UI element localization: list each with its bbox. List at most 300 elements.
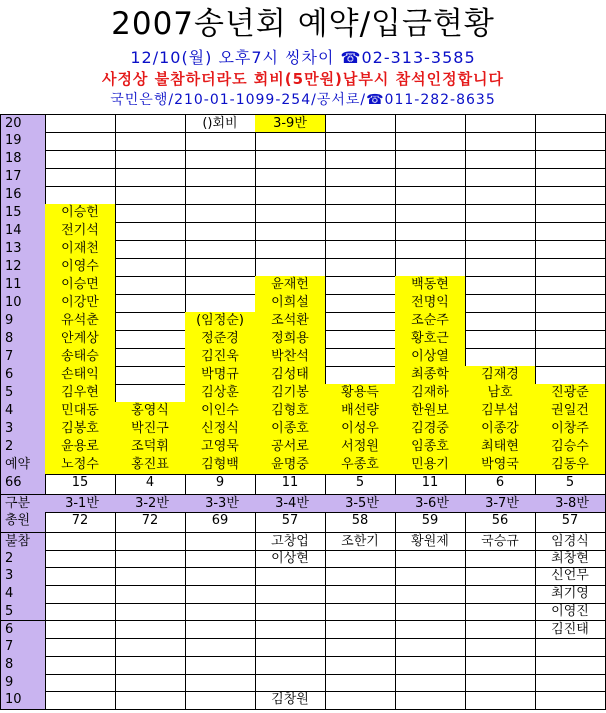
row-label[interactable]: 17 — [0, 168, 46, 187]
empty-cell[interactable] — [325, 603, 396, 622]
empty-cell[interactable] — [185, 186, 256, 205]
name-cell[interactable]: 전기석 — [45, 222, 116, 241]
empty-cell[interactable] — [325, 567, 396, 586]
absent-name-cell[interactable]: 임경식 — [535, 532, 606, 551]
absent-name-cell[interactable]: 고창업 — [255, 532, 326, 551]
row-label[interactable]: 9 — [0, 312, 46, 331]
empty-cell[interactable] — [255, 638, 326, 657]
total-reservations-label[interactable]: 66 — [0, 474, 46, 495]
empty-cell[interactable] — [325, 150, 396, 169]
empty-cell[interactable] — [535, 276, 606, 295]
empty-cell[interactable] — [535, 222, 606, 241]
row-label[interactable]: 11 — [0, 276, 46, 295]
row-label[interactable]: 18 — [0, 150, 46, 169]
empty-cell[interactable] — [185, 585, 256, 604]
class-reservation-count[interactable]: 6 — [465, 474, 536, 495]
name-cell[interactable]: 김봉호 — [45, 420, 116, 439]
row-label[interactable]: 4 — [0, 402, 46, 421]
empty-cell[interactable] — [465, 638, 536, 657]
absent-row-label[interactable]: 3 — [0, 567, 46, 586]
empty-cell[interactable] — [115, 348, 186, 367]
name-cell[interactable]: 이성우 — [325, 420, 396, 439]
row-label[interactable]: 2 — [0, 438, 46, 457]
empty-cell[interactable] — [465, 132, 536, 151]
empty-cell[interactable] — [395, 168, 466, 187]
empty-cell[interactable] — [465, 168, 536, 187]
empty-cell[interactable] — [395, 114, 466, 133]
empty-cell[interactable] — [395, 638, 466, 657]
name-cell[interactable]: 조석환 — [255, 312, 326, 331]
name-cell[interactable]: 신정식 — [185, 420, 256, 439]
row-label[interactable]: 6 — [0, 366, 46, 385]
class-total-cell[interactable]: 72 — [45, 512, 116, 533]
empty-cell[interactable] — [115, 621, 186, 640]
name-cell[interactable]: 김형백 — [185, 456, 256, 475]
name-cell[interactable]: 이영수 — [45, 258, 116, 277]
absent-row-label[interactable]: 8 — [0, 656, 46, 675]
empty-cell[interactable] — [325, 366, 396, 385]
class-reservation-count[interactable]: 9 — [185, 474, 256, 495]
empty-cell[interactable] — [115, 603, 186, 622]
empty-cell[interactable] — [465, 186, 536, 205]
class-total-cell[interactable]: 72 — [115, 512, 186, 533]
empty-cell[interactable] — [255, 674, 326, 693]
empty-cell[interactable] — [45, 168, 116, 187]
empty-cell[interactable] — [535, 132, 606, 151]
name-cell[interactable]: 정준경 — [185, 330, 256, 349]
name-cell[interactable]: 안계상 — [45, 330, 116, 349]
name-cell[interactable]: 홍진표 — [115, 456, 186, 475]
empty-cell[interactable] — [465, 150, 536, 169]
empty-cell[interactable] — [325, 312, 396, 331]
empty-cell[interactable] — [395, 585, 466, 604]
empty-cell[interactable] — [185, 294, 256, 313]
empty-cell[interactable] — [535, 114, 606, 133]
name-cell[interactable]: 최태현 — [465, 438, 536, 457]
empty-cell[interactable] — [115, 330, 186, 349]
empty-cell[interactable] — [465, 258, 536, 277]
empty-cell[interactable] — [185, 656, 256, 675]
absent-row-label[interactable]: 2 — [0, 550, 46, 569]
class-name-cell[interactable]: 3-7반 — [465, 494, 536, 513]
name-cell[interactable]: 손태익 — [45, 366, 116, 385]
empty-cell[interactable] — [395, 150, 466, 169]
empty-cell[interactable] — [115, 674, 186, 693]
empty-cell[interactable] — [535, 691, 606, 710]
absent-name-cell[interactable]: 조한기 — [325, 532, 396, 551]
absent-name-cell[interactable]: 최창현 — [535, 550, 606, 569]
name-cell[interactable]: 박영국 — [465, 456, 536, 475]
name-cell[interactable]: 진광준 — [535, 384, 606, 403]
empty-cell[interactable] — [185, 638, 256, 657]
row-label[interactable]: 19 — [0, 132, 46, 151]
empty-cell[interactable] — [325, 294, 396, 313]
empty-cell[interactable] — [185, 168, 256, 187]
name-cell[interactable]: 윤재헌 — [255, 276, 326, 295]
empty-cell[interactable] — [535, 312, 606, 331]
empty-cell[interactable] — [395, 258, 466, 277]
name-cell[interactable]: 남호 — [465, 384, 536, 403]
empty-cell[interactable] — [395, 240, 466, 259]
empty-cell[interactable] — [255, 567, 326, 586]
empty-cell[interactable] — [45, 532, 116, 551]
empty-cell[interactable] — [115, 276, 186, 295]
name-cell[interactable]: 윤용로 — [45, 438, 116, 457]
empty-cell[interactable] — [535, 204, 606, 223]
class-reservation-count[interactable]: 11 — [395, 474, 466, 495]
empty-cell[interactable] — [465, 330, 536, 349]
empty-cell[interactable] — [325, 550, 396, 569]
row-label[interactable]: 예약 — [0, 456, 46, 475]
name-cell[interactable]: 전명익 — [395, 294, 466, 313]
absent-row-label[interactable]: 4 — [0, 585, 46, 604]
empty-cell[interactable] — [325, 585, 396, 604]
empty-cell[interactable] — [45, 186, 116, 205]
empty-cell[interactable] — [325, 186, 396, 205]
name-cell[interactable]: 이종강 — [465, 420, 536, 439]
empty-cell[interactable] — [465, 348, 536, 367]
name-cell[interactable]: 정희용 — [255, 330, 326, 349]
empty-cell[interactable] — [535, 348, 606, 367]
row-label[interactable]: 5 — [0, 384, 46, 403]
empty-cell[interactable] — [45, 585, 116, 604]
sheet-title: 2007송년회 예약/입금현황 — [111, 6, 495, 42]
empty-cell[interactable] — [325, 168, 396, 187]
empty-cell[interactable] — [115, 366, 186, 385]
name-cell[interactable]: 임종호 — [395, 438, 466, 457]
name-cell[interactable]: 권일건 — [535, 402, 606, 421]
name-cell[interactable]: 김부섭 — [465, 402, 536, 421]
class-name-cell[interactable]: 3-8반 — [535, 494, 606, 513]
row-label[interactable]: 7 — [0, 348, 46, 367]
name-cell[interactable]: 민대동 — [45, 402, 116, 421]
empty-cell[interactable] — [255, 603, 326, 622]
absent-name-cell[interactable]: 김진태 — [535, 621, 606, 640]
empty-cell[interactable] — [45, 567, 116, 586]
empty-cell[interactable] — [185, 567, 256, 586]
name-cell[interactable]: 홍영식 — [115, 402, 186, 421]
name-cell[interactable]: 유석춘 — [45, 312, 116, 331]
empty-cell[interactable] — [325, 258, 396, 277]
empty-cell[interactable] — [465, 567, 536, 586]
name-cell[interactable]: 송태승 — [45, 348, 116, 367]
class-name-cell[interactable]: 3-1반 — [45, 494, 116, 513]
absent-name-cell[interactable]: 황원제 — [395, 532, 466, 551]
absent-row-label[interactable]: 7 — [0, 638, 46, 657]
absent-row-label[interactable]: 불참 — [0, 532, 46, 551]
empty-cell[interactable] — [465, 691, 536, 710]
row-label[interactable]: 10 — [0, 294, 46, 313]
class-total-label[interactable]: 총원 — [0, 512, 46, 533]
empty-cell[interactable] — [465, 240, 536, 259]
name-cell[interactable]: 이상열 — [395, 348, 466, 367]
absent-row-label[interactable]: 10 — [0, 691, 46, 710]
empty-cell[interactable] — [255, 656, 326, 675]
name-cell[interactable]: 김기봉 — [255, 384, 326, 403]
empty-cell[interactable] — [535, 150, 606, 169]
empty-cell[interactable] — [185, 276, 256, 295]
class-total-cell[interactable]: 59 — [395, 512, 466, 533]
empty-cell[interactable] — [325, 691, 396, 710]
empty-cell[interactable] — [115, 114, 186, 133]
name-cell[interactable]: 박찬석 — [255, 348, 326, 367]
empty-cell[interactable] — [395, 222, 466, 241]
class-reservation-count[interactable]: 5 — [325, 474, 396, 495]
absent-name-cell[interactable]: 국승규 — [465, 532, 536, 551]
empty-cell[interactable] — [255, 222, 326, 241]
empty-cell[interactable] — [115, 132, 186, 151]
class-name-cell[interactable]: 3-4반 — [255, 494, 326, 513]
empty-cell[interactable] — [325, 656, 396, 675]
empty-cell[interactable] — [255, 621, 326, 640]
name-cell[interactable]: 이승면 — [45, 276, 116, 295]
name-cell[interactable]: 황호근 — [395, 330, 466, 349]
name-cell[interactable]: (임정순) — [185, 312, 256, 331]
empty-cell[interactable] — [115, 567, 186, 586]
empty-cell[interactable] — [535, 674, 606, 693]
empty-cell[interactable] — [325, 276, 396, 295]
empty-cell[interactable] — [535, 294, 606, 313]
class-name-cell[interactable]: 3-3반 — [185, 494, 256, 513]
row-label[interactable]: 3 — [0, 420, 46, 439]
empty-cell[interactable] — [115, 638, 186, 657]
empty-cell[interactable] — [185, 691, 256, 710]
empty-cell[interactable] — [115, 550, 186, 569]
empty-cell[interactable] — [185, 674, 256, 693]
row-label[interactable]: 20 — [0, 114, 46, 133]
name-cell[interactable]: 이승헌 — [45, 204, 116, 223]
name-cell[interactable]: 조덕휘 — [115, 438, 186, 457]
empty-cell[interactable] — [395, 567, 466, 586]
name-cell[interactable]: 3-9반 — [255, 114, 326, 133]
empty-cell[interactable] — [325, 240, 396, 259]
name-cell[interactable]: 이인수 — [185, 402, 256, 421]
empty-cell[interactable] — [255, 168, 326, 187]
empty-cell[interactable] — [395, 691, 466, 710]
name-cell[interactable]: 김경중 — [395, 420, 466, 439]
empty-cell[interactable] — [185, 258, 256, 277]
empty-cell[interactable] — [115, 258, 186, 277]
absent-name-cell[interactable]: 신언무 — [535, 567, 606, 586]
empty-cell[interactable] — [255, 150, 326, 169]
empty-cell[interactable] — [535, 656, 606, 675]
empty-cell[interactable] — [465, 312, 536, 331]
bank-account-info: 국민은행/210-01-1099-254/공서로/☎011-282-8635 — [110, 92, 496, 108]
empty-cell[interactable] — [535, 240, 606, 259]
empty-cell[interactable] — [535, 168, 606, 187]
empty-cell[interactable] — [115, 294, 186, 313]
empty-cell[interactable] — [45, 638, 116, 657]
name-cell[interactable]: 황용득 — [325, 384, 396, 403]
class-name-cell[interactable]: 3-6반 — [395, 494, 466, 513]
empty-cell[interactable] — [465, 603, 536, 622]
empty-cell[interactable] — [465, 585, 536, 604]
class-reservation-count[interactable]: 15 — [45, 474, 116, 495]
class-header-label[interactable]: 구분 — [0, 494, 46, 513]
empty-cell[interactable] — [115, 186, 186, 205]
empty-cell[interactable] — [395, 656, 466, 675]
empty-cell[interactable] — [255, 186, 326, 205]
row-label[interactable]: 12 — [0, 258, 46, 277]
class-reservation-count[interactable]: 11 — [255, 474, 326, 495]
empty-cell[interactable] — [115, 222, 186, 241]
empty-cell[interactable] — [185, 621, 256, 640]
empty-cell[interactable] — [115, 312, 186, 331]
empty-cell[interactable] — [185, 222, 256, 241]
empty-cell[interactable] — [325, 330, 396, 349]
empty-cell[interactable] — [325, 132, 396, 151]
empty-cell[interactable] — [325, 348, 396, 367]
class-total-cell[interactable]: 69 — [185, 512, 256, 533]
row-label[interactable]: 16 — [0, 186, 46, 205]
empty-cell[interactable] — [115, 656, 186, 675]
empty-cell[interactable] — [535, 258, 606, 277]
empty-cell[interactable] — [45, 691, 116, 710]
absent-name-cell[interactable]: 이영진 — [535, 603, 606, 622]
empty-cell[interactable] — [395, 204, 466, 223]
empty-cell[interactable] — [325, 621, 396, 640]
name-cell[interactable]: 이재천 — [45, 240, 116, 259]
empty-cell[interactable] — [185, 150, 256, 169]
empty-cell[interactable] — [255, 240, 326, 259]
empty-cell[interactable] — [185, 132, 256, 151]
class-reservation-count[interactable]: 5 — [535, 474, 606, 495]
name-cell[interactable]: 김동우 — [535, 456, 606, 475]
name-cell[interactable]: 박명규 — [185, 366, 256, 385]
class-name-cell[interactable]: 3-2반 — [115, 494, 186, 513]
empty-cell[interactable] — [255, 258, 326, 277]
empty-cell[interactable] — [465, 674, 536, 693]
empty-cell[interactable] — [465, 621, 536, 640]
name-cell[interactable]: 박진구 — [115, 420, 186, 439]
empty-cell[interactable] — [465, 222, 536, 241]
name-cell[interactable]: ()회비 — [185, 114, 256, 133]
empty-cell[interactable] — [465, 656, 536, 675]
class-total-cell[interactable]: 57 — [535, 512, 606, 533]
empty-cell[interactable] — [45, 550, 116, 569]
name-cell[interactable]: 백동현 — [395, 276, 466, 295]
name-cell[interactable]: 공서로 — [255, 438, 326, 457]
empty-cell[interactable] — [465, 550, 536, 569]
empty-cell[interactable] — [395, 550, 466, 569]
absent-name-cell[interactable]: 최기영 — [535, 585, 606, 604]
empty-cell[interactable] — [115, 384, 186, 403]
name-cell[interactable]: 이종호 — [255, 420, 326, 439]
absent-row-label[interactable]: 6 — [0, 621, 46, 640]
name-cell[interactable]: 민용기 — [395, 456, 466, 475]
name-cell[interactable]: 배선량 — [325, 402, 396, 421]
empty-cell[interactable] — [115, 240, 186, 259]
empty-cell[interactable] — [45, 621, 116, 640]
absent-row-label[interactable]: 5 — [0, 603, 46, 622]
empty-cell[interactable] — [535, 330, 606, 349]
empty-cell[interactable] — [45, 656, 116, 675]
name-cell[interactable]: 윤명중 — [255, 456, 326, 475]
empty-cell[interactable] — [465, 276, 536, 295]
empty-cell[interactable] — [115, 691, 186, 710]
empty-cell[interactable] — [465, 204, 536, 223]
absent-name-cell[interactable]: 김창원 — [255, 691, 326, 710]
name-cell[interactable]: 김진욱 — [185, 348, 256, 367]
name-cell[interactable]: 우종호 — [325, 456, 396, 475]
class-total-cell[interactable]: 57 — [255, 512, 326, 533]
empty-cell[interactable] — [255, 204, 326, 223]
absent-row-label[interactable]: 9 — [0, 674, 46, 693]
row-label[interactable]: 14 — [0, 222, 46, 241]
name-cell[interactable]: 김재경 — [465, 366, 536, 385]
class-reservation-count[interactable]: 4 — [115, 474, 186, 495]
empty-cell[interactable] — [255, 585, 326, 604]
empty-cell[interactable] — [185, 532, 256, 551]
empty-cell[interactable] — [395, 621, 466, 640]
empty-cell[interactable] — [465, 294, 536, 313]
empty-cell[interactable] — [395, 674, 466, 693]
name-cell[interactable]: 서정원 — [325, 438, 396, 457]
empty-cell[interactable] — [185, 603, 256, 622]
class-total-cell[interactable]: 58 — [325, 512, 396, 533]
empty-cell[interactable] — [185, 550, 256, 569]
empty-cell[interactable] — [535, 366, 606, 385]
empty-cell[interactable] — [395, 603, 466, 622]
empty-cell[interactable] — [325, 204, 396, 223]
name-cell[interactable]: 최종학 — [395, 366, 466, 385]
empty-cell[interactable] — [45, 114, 116, 133]
event-info: 12/10(월) 오후7시 씽차이 ☎02-313-3585 — [130, 48, 476, 67]
name-cell[interactable]: 한원보 — [395, 402, 466, 421]
empty-cell[interactable] — [395, 132, 466, 151]
empty-cell[interactable] — [325, 222, 396, 241]
name-cell[interactable]: 노정수 — [45, 456, 116, 475]
name-cell[interactable]: 이희설 — [255, 294, 326, 313]
empty-cell[interactable] — [45, 150, 116, 169]
empty-cell[interactable] — [535, 186, 606, 205]
name-cell[interactable]: 김승수 — [535, 438, 606, 457]
row-label[interactable]: 8 — [0, 330, 46, 349]
name-cell[interactable]: 김우현 — [45, 384, 116, 403]
name-cell[interactable]: 김형호 — [255, 402, 326, 421]
empty-cell[interactable] — [115, 585, 186, 604]
empty-cell[interactable] — [115, 532, 186, 551]
empty-cell[interactable] — [255, 132, 326, 151]
name-cell[interactable]: 이강만 — [45, 294, 116, 313]
name-cell[interactable]: 김재하 — [395, 384, 466, 403]
empty-cell[interactable] — [45, 132, 116, 151]
row-label[interactable]: 13 — [0, 240, 46, 259]
empty-cell[interactable] — [115, 150, 186, 169]
row-label[interactable]: 15 — [0, 204, 46, 223]
name-cell[interactable]: 이창주 — [535, 420, 606, 439]
name-cell[interactable]: 김성태 — [255, 366, 326, 385]
absent-name-cell[interactable]: 이상현 — [255, 550, 326, 569]
name-cell[interactable]: 조순주 — [395, 312, 466, 331]
empty-cell[interactable] — [115, 204, 186, 223]
empty-cell[interactable] — [325, 114, 396, 133]
empty-cell[interactable] — [185, 204, 256, 223]
empty-cell[interactable] — [185, 240, 256, 259]
empty-cell[interactable] — [325, 674, 396, 693]
empty-cell[interactable] — [395, 186, 466, 205]
empty-cell[interactable] — [325, 638, 396, 657]
class-total-cell[interactable]: 56 — [465, 512, 536, 533]
empty-cell[interactable] — [465, 114, 536, 133]
empty-cell[interactable] — [115, 168, 186, 187]
empty-cell[interactable] — [45, 603, 116, 622]
name-cell[interactable]: 김상훈 — [185, 384, 256, 403]
empty-cell[interactable] — [45, 674, 116, 693]
empty-cell[interactable] — [535, 638, 606, 657]
name-cell[interactable]: 고영묵 — [185, 438, 256, 457]
class-name-cell[interactable]: 3-5반 — [325, 494, 396, 513]
